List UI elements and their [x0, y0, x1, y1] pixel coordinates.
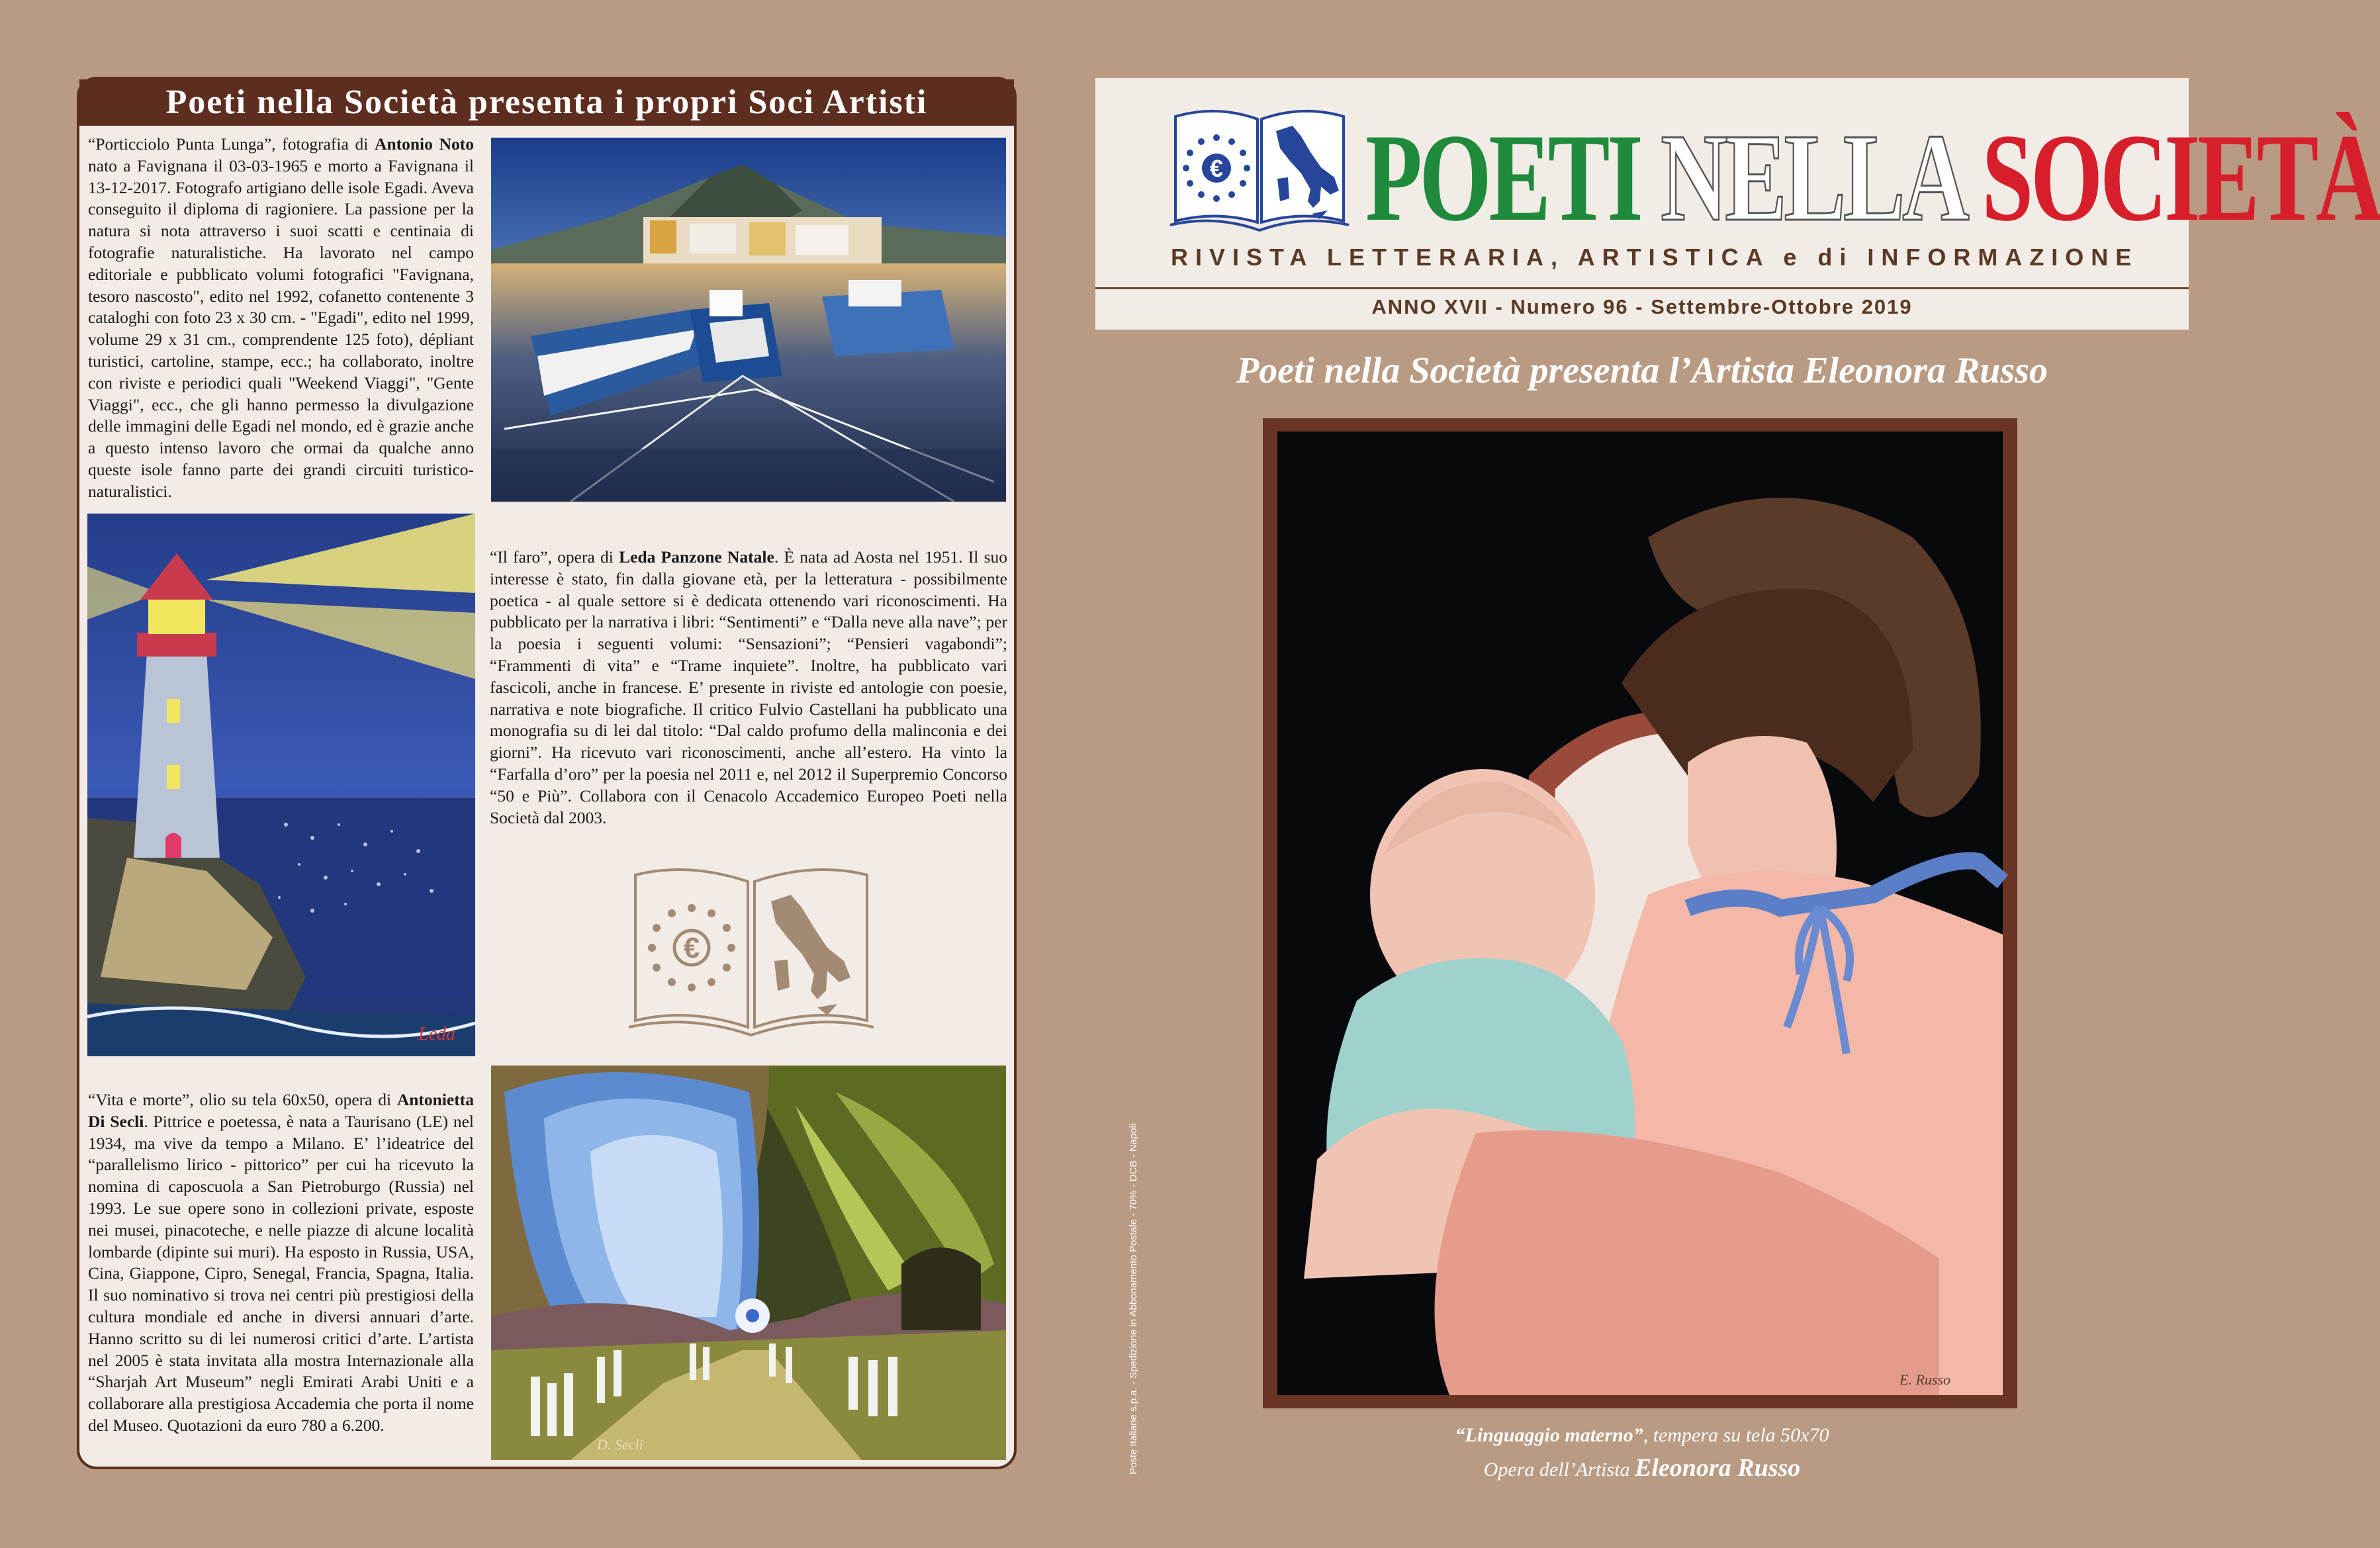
cover-painting [1277, 432, 2003, 1395]
divider [1095, 287, 2189, 289]
article-panzone: “Il faro”, opera di Leda Panzone Natale. È nata ad Aosta nel 1951. Il suo interesse è stato, fin dalla giovane età, per la letteratura - possibilmente poetica - al quale settore si è dedicata ottenendo vari riconoscimenti. Ha pubblicato per la narrativa i libri: “Sentimenti” e “Dalla neve alla nave”; per la poesia i seguenti volumi: “Sensazioni”; “Pensieri vagabondi”; “Frammenti di vita” e “Trame inquiete”. Inoltre, ha pubblicato vari fascicoli, anche in francese. E’ presente in riviste ed antologie con poesie, narrativa e note biografiche. Il critico Fulvio Castellani ha pubblicato una monografia su di lei dal titolo: “Dal caldo profumo della malinconia e dei giorni”. Ha ricevuto vari riconoscimenti, anche all’estero. Ha vinto la “Farfalla d’oro” per la poesia nel 2011 e, nel 2012 il Superpremio Concorso “50 e Più”. Collabora con il Cenacolo Accademico Europeo Poeti nella Società dal 2003. [490, 547, 1007, 827]
lighthouse-painting [87, 514, 475, 1056]
back-cover-header: Poeti nella Società presenta i propri Soci Artisti [79, 79, 1014, 126]
painting-signature: E. Russo [1899, 1371, 1950, 1388]
artist-name: Antonio Noto [375, 134, 474, 154]
svg-text:€: € [683, 932, 700, 964]
magazine-subtitle: RIVISTA LETTERARIA, ARTISTICA e di INFORMAZIONE [1171, 244, 2139, 271]
issue-line: ANNO XVII - Numero 96 - Settembre-Ottobre 2019 [1371, 295, 1913, 318]
book-logo-icon [1170, 105, 1349, 234]
back-cover-panel [77, 77, 1017, 1469]
cover-headline: Poeti nella Società presenta l’Artista Eleonora Russo [1236, 350, 2048, 391]
harbour-photo [491, 138, 1006, 502]
cover-painting-frame [1263, 418, 2017, 1408]
article-di-secli: “Vita e morte”, olio su tela 60x50, opera di Antonietta Di Secli. Pittrice e poetessa, è nata a Taurisano (LE) nel 1934, ma vive da tempo a Milano. E’ l’ideatrice del “parallelismo lirico - pittorico” per cui ha ricevuto la nomina di caposcuola a San Pietroburgo (Russia) nel 1993. Le sue opere sono in collezioni private, esposte nei musei, pinacoteche, e nelle piazze di alcune località lombarde (dipinte sui muri). Ha esposto in Russia, USA, Cina, Giappone, Cipro, Senegal, Francia, Spagna, Italia. Il suo nominativo si trova nei centri più prestigiosi della cultura mondiale ed anche in diversi annuari d’arte. Hanno scritto su di lei numerosi critici d’arte. L’artista nel 2005 è stata invitata alla mostra Internazionale alla “Sharjah Art Museum” negli Emirati Arabi Uniti e a collaborare alla prestigiosa Accademia che porta il nome del Museo. Quotazioni da euro 780 a 6.200. [88, 1090, 474, 1435]
vita-e-morte-painting [491, 1066, 1006, 1460]
artist-name: Antonietta Di Secli [88, 1090, 474, 1131]
postal-note: Poste Italiane s.p.a. - Spedizione in Abbonamento Postale - 70% - DCB - Napoli [1128, 1123, 1139, 1475]
magazine-title: POETI NELLA SOCIETÀ [1365, 109, 2380, 248]
article-noto: “Porticciolo Punta Lunga”, fotografia di Antonio Noto nato a Favignana il 03-03-1965 e morto a Favignana il 13-12-2017. Fotografo artigiano delle isole Egadi. Aveva conseguito il diploma di ragioniere. La passione per la natura si nota attraverso i suoi scatti e centinaia di fotografie naturalistiche. Ha lavorato nel campo editoriale e pubblicato volumi fotografici "Favignana, tesoro nascosto", edito nel 1992, cofanetto contenente 3 cataloghi con foto 23 x 30 cm. - "Egadi", edito nel 1999, volume 29 x 31 cm., comprendente 125 foto), dépliant turistici, cartoline, stampe, ecc.; ha collaborato, inoltre con riviste e periodici quali "Weekend Viaggi", "Gente Viaggi", ecc., che gli hanno permesso la divulgazione delle immagini delle Egadi nel mondo, ed è grazie anche a questo intenso lavoro che ormai da qualche anno queste isole fanno parte dei grandi circuiti turistico-naturalistici. [88, 134, 474, 501]
masthead [1095, 78, 2380, 330]
lighthouse-signature: Leda [418, 1024, 455, 1044]
svg-text:€: € [1209, 155, 1224, 182]
painting-caption: “Linguaggio materno”, tempera su tela 50x70 [1455, 1424, 1829, 1446]
vita-signature: D. Secli [597, 1436, 643, 1453]
painting-artist-caption: Opera dell’Artista Eleonora Russo [1483, 1454, 1801, 1482]
artist-name: Leda Panzone Natale [619, 547, 774, 567]
book-logo-icon [629, 862, 874, 1040]
